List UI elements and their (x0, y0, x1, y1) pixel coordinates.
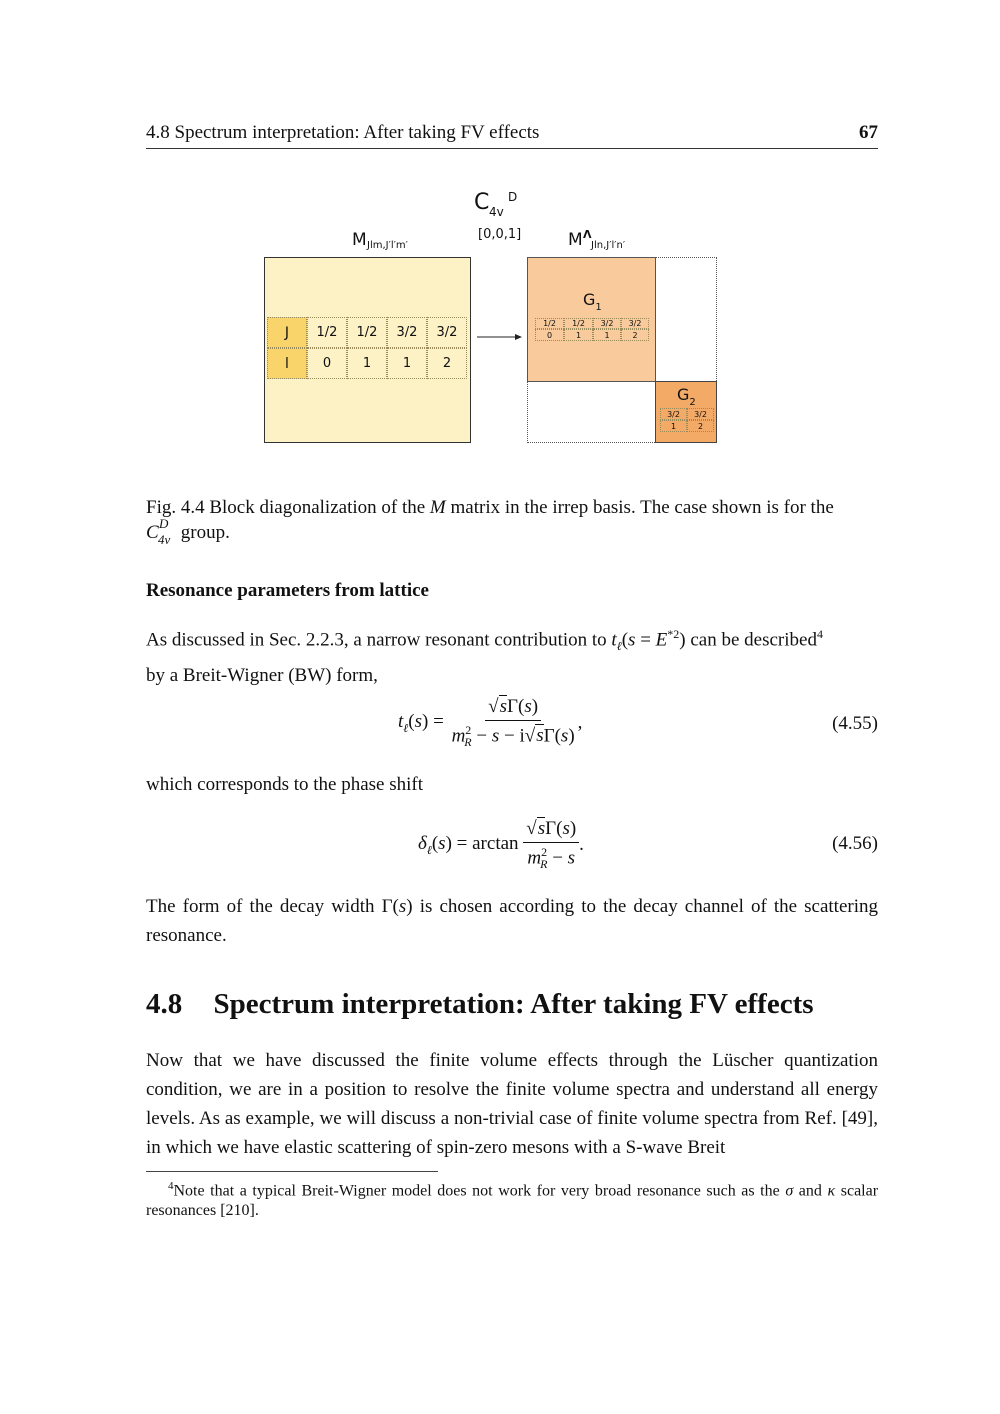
g2-j-cell: 3/2 (687, 408, 714, 420)
group-sub: 4v (489, 205, 504, 219)
paragraph: The form of the decay width Γ(s) is chosen according to the decay channel of the scattering resonance. (146, 896, 878, 946)
momentum-label: [0,0,1] (478, 227, 522, 242)
running-title: 4.8 Spectrum interpretation: After taking FV effects (146, 122, 540, 143)
j-cell: 3/2 (427, 317, 467, 348)
right-label-sup: Λ (583, 228, 592, 241)
l-cell: 0 (307, 348, 347, 379)
g1-sub: 1 (595, 302, 602, 313)
para1-text: by a Breit-Wigner (BW) form, (146, 665, 378, 687)
equation-body: $\delta_\ell(s) = \arctan$ $\frac{√s\Gamma(s)}{m^2_R - s}$ . (418, 818, 584, 872)
group-sup: D (508, 190, 518, 204)
caption-text: Block diagonalization of the (209, 497, 426, 518)
g1-l-cell: 0 (535, 329, 564, 341)
right-label-sub: Jln,J′l′n′ (591, 240, 626, 251)
para1-text: can be described (690, 629, 817, 651)
paragraph: Now that we have discussed the finite volume effects through the Lüscher quantization condition, we are in a position to resolve the finite volume spectra and understand all energy levels. As as example, we will discuss a non-trivial case of finite volume spectra from Ref. [49], in which we have elastic scattering of spin-zero mesons with a S-wave Breit (146, 1050, 878, 1158)
equation-4-55 (146, 696, 878, 756)
g1-j-cell: 1/2 (564, 318, 593, 329)
l-cell: 2 (427, 348, 467, 379)
g2-sub: 2 (689, 397, 696, 408)
j-cell: 1/2 (347, 317, 387, 348)
caption-group-sup: D (159, 516, 169, 531)
figure (0, 0, 1000, 460)
caption-m: M (429, 497, 446, 518)
g1-block (527, 257, 656, 382)
equation-4-56 (146, 818, 878, 878)
left-label-sub: Jlm,J′l′m′ (367, 240, 408, 251)
section-number: 4.8 (146, 988, 183, 1020)
g1-l-cell: 1 (593, 329, 621, 341)
g1-l-cell: 1 (564, 329, 593, 341)
l-cell: 1 (347, 348, 387, 379)
g1-j-cell: 3/2 (593, 318, 621, 329)
group-label (474, 190, 534, 224)
g2-j-cell: 3/2 (660, 408, 687, 420)
page-number: 67 (859, 122, 878, 143)
equation-number: (4.56) (832, 833, 878, 854)
j-cell: 1/2 (307, 317, 347, 348)
paragraph: which corresponds to the phase shift (146, 774, 424, 795)
equation-body: $t_\ell(s)$ = $\frac{√s\Gamma(s)}{m^2_R - s - i√s\Gamma(s)}$ , (398, 696, 583, 750)
footnote-text: Note that a typical Breit-Wigner model does not work for very broad resonance such as the (173, 1182, 780, 1200)
g2-block (655, 381, 717, 443)
caption-group (146, 516, 176, 547)
section-title: Spectrum interpretation: After taking FV effects (213, 988, 814, 1020)
l-row-label: l (267, 348, 307, 379)
para3-text: is chosen according to the decay channel of the scattering resonance. (146, 896, 878, 946)
para3-text: The form of the decay width (146, 896, 375, 917)
section-heading (146, 988, 814, 1021)
caption-text: matrix in the irrep basis. The case shown is for the (450, 497, 834, 518)
footnote-ref[interactable]: 4 (816, 627, 823, 641)
group-base: C (474, 190, 490, 215)
caption-group-sub: 4v (158, 532, 171, 547)
equation-number: (4.55) (832, 713, 878, 734)
figure-caption (146, 495, 878, 545)
j-row-label: J (267, 317, 307, 348)
g2-l-cell: 1 (660, 420, 687, 432)
l-cell: 1 (387, 348, 427, 379)
right-matrix-label (568, 230, 688, 256)
g2-base: G (677, 385, 690, 404)
g2-l-cell: 2 (687, 420, 714, 432)
caption-group-c: C (146, 522, 159, 543)
j-cell: 3/2 (387, 317, 427, 348)
footnote-text: and (798, 1182, 822, 1200)
left-label-base: M (352, 230, 367, 250)
left-matrix-block (264, 257, 471, 443)
left-matrix-label (352, 230, 472, 256)
g1-j-cell: 1/2 (535, 318, 564, 329)
g1-l-cell: 2 (621, 329, 649, 341)
footnote-sigma: σ (785, 1182, 794, 1200)
footnote-rule (146, 1171, 438, 1172)
caption-prefix: Fig. 4.4 (146, 497, 205, 518)
right-label-base: M (568, 230, 583, 250)
g1-base: G (583, 290, 596, 309)
footnote (146, 1176, 878, 1221)
g1-label (583, 290, 602, 313)
para1-text: As discussed in Sec. 2.2.3, a narrow resonant contribution to (146, 629, 607, 651)
caption-text: group. (180, 522, 230, 543)
footnote-mark: 4 (168, 1180, 174, 1192)
subsection-title: Resonance parameters from lattice (146, 580, 429, 601)
paragraph: As discussed in Sec. 2.2.3, a narrow resonant contribution to $t_\ell(s = E^{*2})$ can be described$^4$ by a Breit-Wigner (BW) form, (146, 627, 823, 687)
g2-label (677, 385, 696, 408)
arrow-icon (477, 331, 523, 343)
g1-j-cell: 3/2 (621, 318, 649, 329)
footnote-text: scalar resonances [210]. (146, 1182, 879, 1220)
footnote-kappa: κ (827, 1182, 836, 1200)
arctan-text: arctan (472, 832, 519, 854)
